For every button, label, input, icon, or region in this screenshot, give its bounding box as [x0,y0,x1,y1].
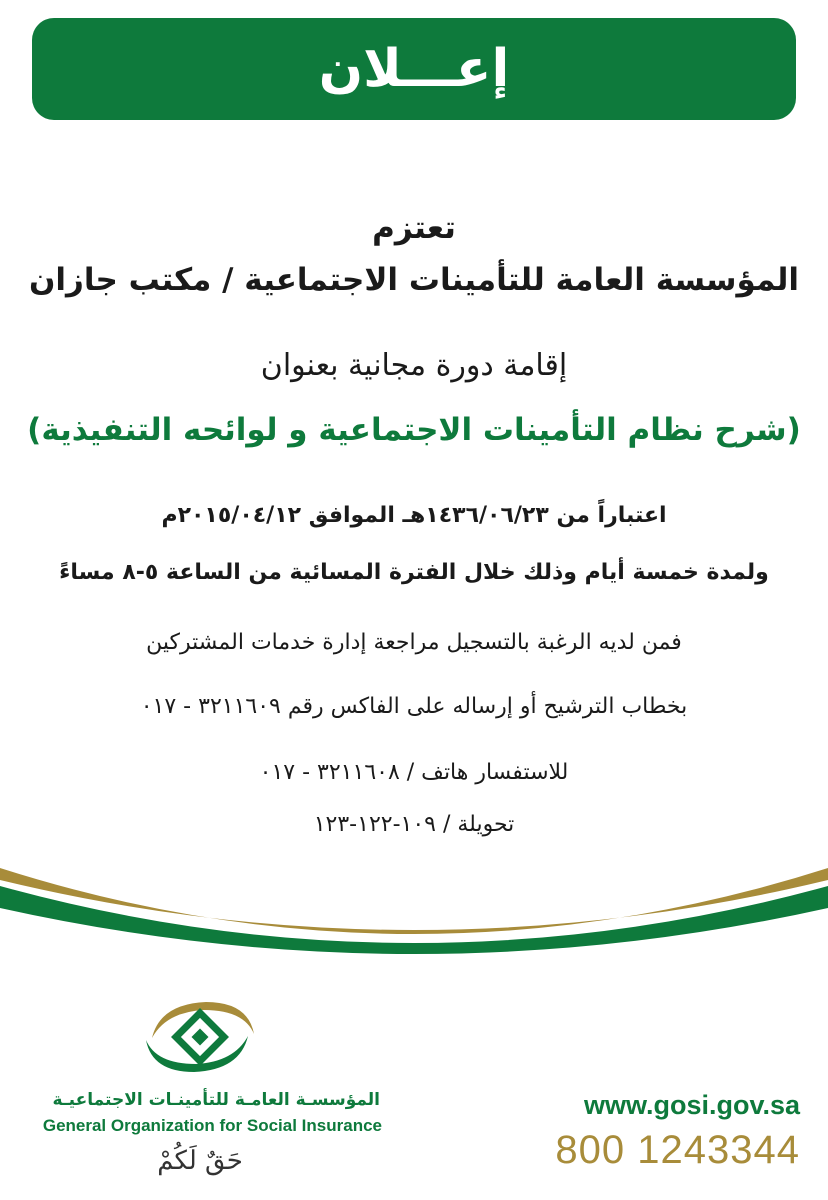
course-dates: اعتباراً من ١٤٣٦/٠٦/٢٣هـ الموافق ٢٠١٥/٠٤/١٢م [161,503,667,528]
registration-text: فمن لديه الرغبة بالتسجيل مراجعة إدارة خدمات المشتركين [146,630,682,655]
announcement-title: إعـــلان [318,39,510,99]
organization-line: المؤسسة العامة للتأمينات الاجتماعية / مكتب جازان [28,262,800,298]
gosi-logo-icon [140,996,260,1078]
toll-free-phone: 800 1243344 [555,1128,800,1172]
intro-text: تعتزم [372,210,456,246]
course-duration: ولمدة خمسة أيام وذلك خلال الفترة المسائية من الساعة ٥-٨ مساءً [59,560,769,585]
org-name-arabic: المؤسسـة العامـة للتأمينـات الاجتماعيـة [52,1090,380,1110]
extension-text: تحويلة / ١٠٩-١٢٢-١٢٣ [313,812,515,837]
fax-text: بخطاب الترشيح أو إرساله على الفاكس رقم ٣٢١١٦٠٩ - ٠١٧ [140,694,688,719]
website-link[interactable]: www.gosi.gov.sa [583,1090,800,1120]
org-name-english: General Organization for Social Insurance [42,1116,382,1135]
announcement-banner [32,18,796,120]
course-title: (شرح نظام التأمينات الاجتماعية و لوائحه التنفيذية) [27,412,801,448]
course-intro: إقامة دورة مجانية بعنوان [260,348,568,383]
decorative-swoosh [0,850,828,970]
slogan-text: حَقٌ لَكُمْ [157,1146,243,1176]
phone-inquiry-text: للاستفسار هاتف / ٣٢١١٦٠٨ - ٠١٧ [259,760,569,785]
